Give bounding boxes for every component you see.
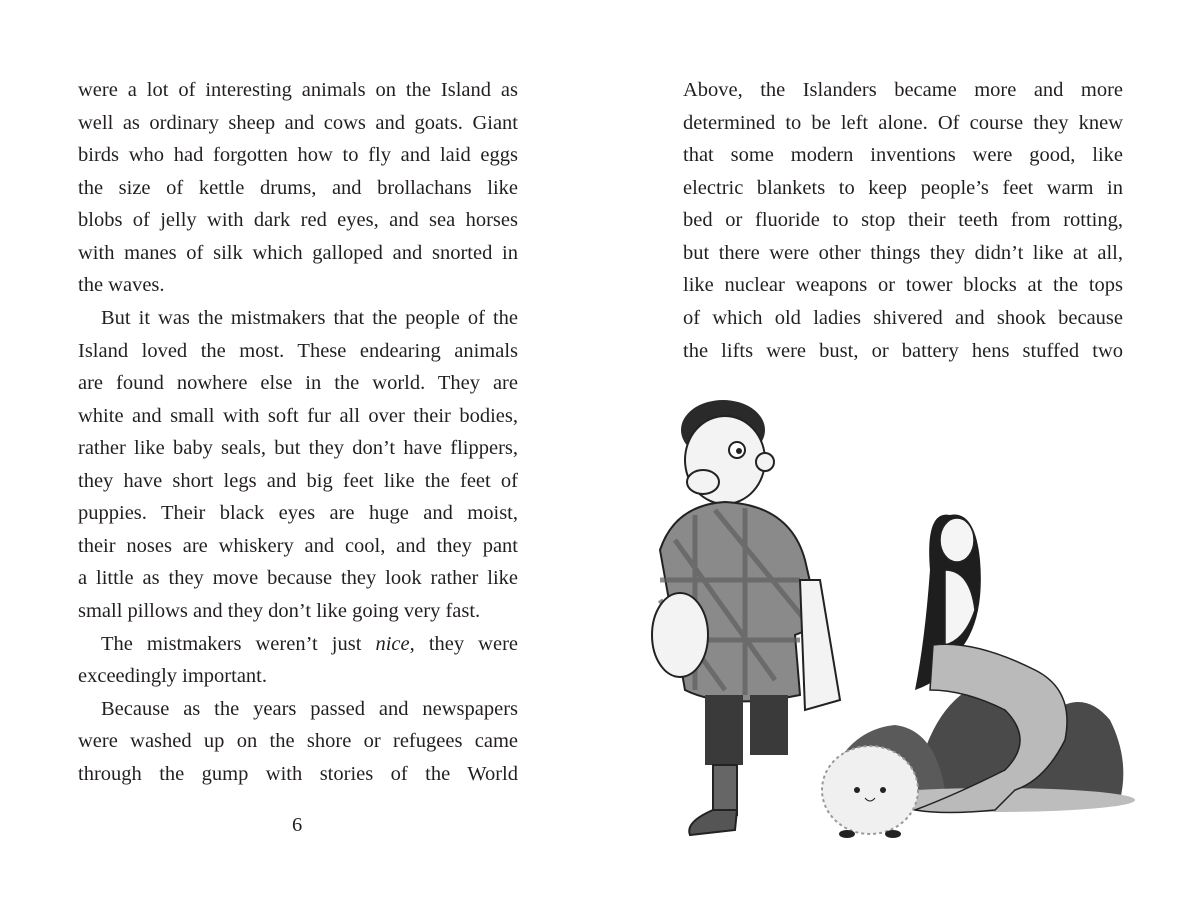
illustration-islander-mermaid-mistmaker [615, 390, 1135, 895]
text-line: were washed up on the shore or refugees came [78, 730, 518, 753]
page-number: 6 [292, 814, 303, 836]
text-line: are found nowhere else in the world. They are [78, 372, 518, 395]
text-line: were a lot of interesting animals on the Island as [78, 79, 518, 101]
text-line: of which old ladies shivered and shook because [683, 306, 1123, 329]
right-page-text [683, 74, 1123, 367]
text-line: but there were other things they didn’t like at all, [683, 241, 1123, 264]
text-line: blobs of jelly with dark red eyes, and sea horses [78, 209, 518, 232]
text-line: the waves. [78, 274, 165, 297]
text-line: a little as they move because they look rather like [78, 567, 518, 590]
text-line: Above, the Islanders became more and more [683, 79, 1123, 101]
text-line: determined to be left alone. Of course they knew [683, 111, 1123, 134]
text-line: small pillows and they don’t like going very fast. [78, 600, 481, 622]
text-line: puppies. Their black eyes are huge and moist, [78, 502, 518, 525]
text-segment: , they were [409, 632, 519, 655]
text-line: birds who had forgotten how to fly and laid eggs [78, 144, 518, 167]
text-line: electric blankets to keep people’s feet warm in [683, 176, 1123, 199]
text-line [78, 628, 518, 661]
mistmaker-creature [822, 746, 918, 838]
text-line: bed or fluoride to stop their teeth from rotting, [683, 209, 1123, 232]
left-page-text [78, 74, 518, 790]
text-line: well as ordinary sheep and cows and goats. Giant [78, 111, 518, 134]
text-line: exceedingly important. [78, 665, 267, 688]
text-line: Because as the years passed and newspapers [101, 697, 518, 720]
text-line: white and small with soft fur all over their bodies, [78, 404, 518, 427]
text-line: the size of kettle drums, and brollachans like [78, 176, 518, 199]
text-line: they have short legs and big feet like the feet of [78, 469, 518, 492]
text-line: with manes of silk which galloped and snorted in [78, 241, 518, 264]
italic-text: nice [375, 632, 410, 655]
text-line: like nuclear weapons or tower blocks at the tops [683, 274, 1123, 297]
islander-man [652, 400, 840, 835]
text-line: their noses are whiskery and cool, and they pant [78, 534, 518, 557]
text-line: through the gump with stories of the World [78, 762, 518, 785]
text-line: that some modern inventions were good, like [683, 144, 1123, 167]
text-segment: The mistmakers weren’t just [101, 632, 376, 655]
text-line: rather like baby seals, but they don’t have flippers, [78, 437, 518, 460]
text-line: Island loved the most. These endearing animals [78, 339, 518, 362]
text-line: the lifts were bust, or battery hens stuffed two [683, 339, 1123, 362]
text-line: But it was the mistmakers that the people of the [101, 306, 518, 329]
